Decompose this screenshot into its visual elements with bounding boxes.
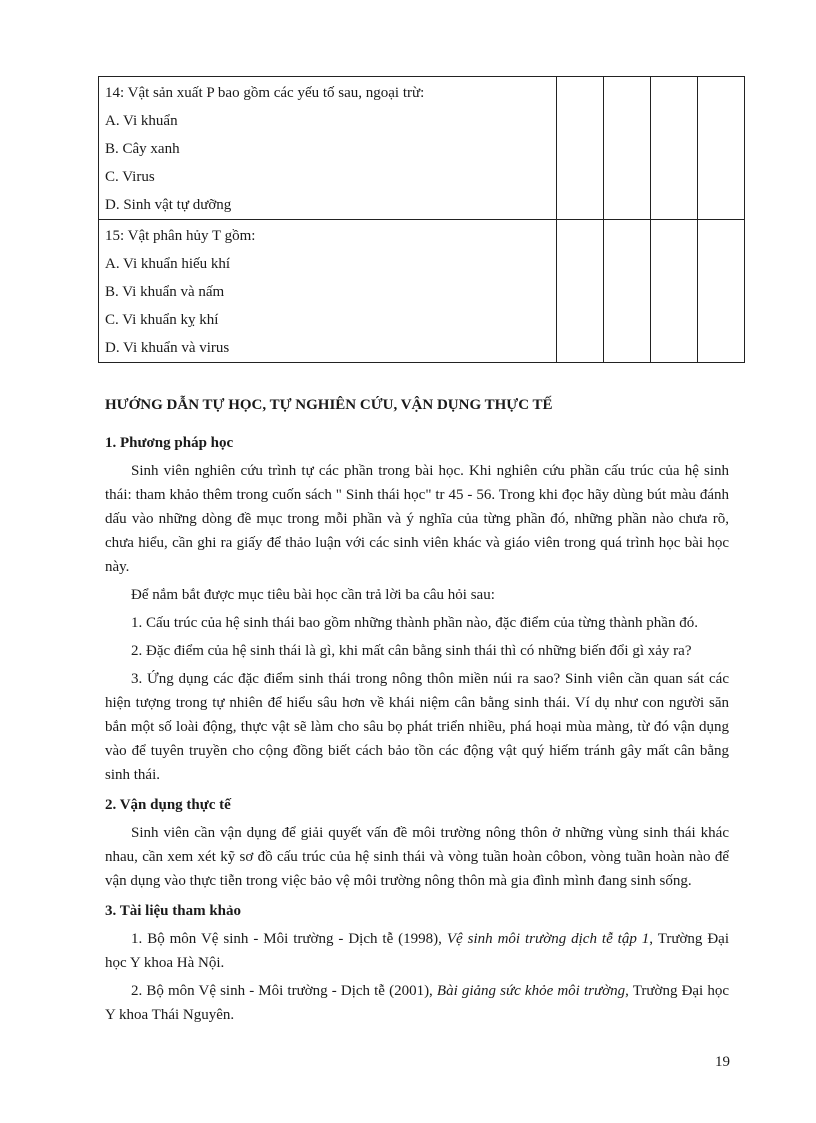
reference-authors: 2. Bộ môn Vệ sinh - Môi trường - Dịch tễ (2001), — [131, 983, 437, 999]
reference-item — [105, 927, 729, 975]
reference-authors: 1. Bộ môn Vệ sinh - Môi trường - Dịch tễ (1998), — [131, 931, 447, 947]
answer-option: C. Virus — [105, 169, 155, 185]
answer-option: D. Vi khuẩn và virus — [105, 340, 230, 356]
main-content — [105, 393, 729, 1031]
answer-option: B. Cây xanh — [105, 141, 180, 157]
answer-box — [557, 220, 604, 363]
heading-references: 3. Tài liệu tham khảo — [105, 903, 242, 919]
answer-box — [557, 77, 604, 220]
answer-box — [698, 220, 745, 363]
question-row — [99, 77, 745, 220]
answer-option: A. Vi khuẩn hiếu khí — [105, 256, 231, 272]
question-item: 2. Đặc điểm của hệ sinh thái là gì, khi mất cân bằng sinh thái thì có những biến đổi gì xảy ra? — [131, 643, 692, 659]
answer-option: A. Vi khuẩn — [105, 113, 178, 129]
paragraph: Sinh viên cần vận dụng để giải quyết vấn đề môi trường nông thôn ở những vùng sinh thái khác nhau, cần xem xét kỹ sơ đồ cấu trúc của hệ sinh thái và vòng tuần hoàn côbon, vòng tuần hoàn nào để vận dụng vào thực tiễn trong việc bảo vệ môi trường nông thôn mà gia đình mình đang sinh sống. — [105, 825, 729, 889]
question-table — [98, 76, 745, 363]
answer-box — [604, 220, 651, 363]
section-title: HƯỚNG DẪN TỰ HỌC, TỰ NGHIÊN CỨU, VẬN DỤNG THỰC TẾ — [105, 397, 553, 413]
question-cell — [99, 77, 557, 220]
question-text: 15: Vật phân hủy T gồm: — [105, 228, 256, 244]
answer-box — [651, 220, 698, 363]
paragraph: Để nắm bắt được mục tiêu bài học cần trả lời ba câu hỏi sau: — [131, 587, 495, 603]
reference-item — [105, 979, 729, 1027]
page-number: 19 — [715, 1054, 730, 1070]
reference-title: Bài giảng sức khỏe môi trường — [436, 983, 626, 999]
answer-option: C. Vi khuẩn kỵ khí — [105, 312, 219, 328]
question-item: 3. Ứng dụng các đặc điểm sinh thái trong nông thôn miền núi ra sao? Sinh viên cần quan sát các hiện tượng trong tự nhiên để hiểu sâu hơn về khái niệm cân bằng sinh thái. Ví dụ như con người săn bắn một số loài động, thực vật sẽ làm cho sâu bọ phát triển nhiều, phá hoại mùa màng, từ đó vận dụng vào để tuyên truyền cho cộng đồng biết cách bảo tồn các động vật quý hiếm tránh gây mất cân bằng sinh thái. — [105, 671, 729, 783]
answer-box — [604, 77, 651, 220]
heading-study-method: 1. Phương pháp học — [105, 435, 234, 451]
reference-publisher: , Trường Đại học Y khoa Thái Nguyên. — [105, 983, 729, 1023]
question-item: 1. Cấu trúc của hệ sinh thái bao gồm những thành phần nào, đặc điểm của từng thành phần đó. — [131, 615, 698, 631]
answer-box — [651, 77, 698, 220]
heading-practical-application: 2. Vận dụng thực tế — [105, 797, 231, 813]
paragraph: Sinh viên nghiên cứu trình tự các phần trong bài học. Khi nghiên cứu phần cấu trúc của hệ sinh thái: tham khảo thêm trong cuốn sách " Sinh thái học" tr 45 - 56. Trong khi đọc hãy dùng bút màu đánh dấu vào những dòng đề mục trong mỗi phần và ý nghĩa của từng phần đó, những phần nào chưa rõ, chưa hiểu, cần ghi ra giấy để thảo luận với các sinh viên khác và giáo viên trong quá trình học bài học này. — [105, 463, 729, 575]
answer-option: B. Vi khuẩn và nấm — [105, 284, 225, 300]
question-row — [99, 220, 745, 363]
reference-publisher: , Trường Đại học Y khoa Hà Nội. — [105, 931, 729, 971]
answer-option: D. Sinh vật tự dưỡng — [105, 197, 232, 213]
reference-title: Vệ sinh môi trường dịch tễ tập 1 — [446, 931, 650, 947]
question-text: 14: Vật sản xuất P bao gồm các yếu tố sau, ngoại trừ: — [105, 85, 425, 101]
question-cell — [99, 220, 557, 363]
answer-box — [698, 77, 745, 220]
